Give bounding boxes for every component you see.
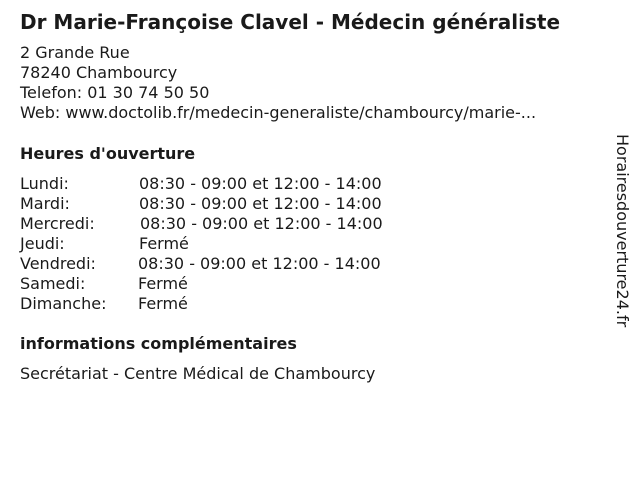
day-label: Mercredi:: [20, 214, 95, 233]
hours-row-monday: [20, 174, 460, 194]
hours-row-saturday: [20, 274, 460, 294]
website-link[interactable]: Web: www.doctolib.fr/medecin-generaliste/chambourcy/marie-...: [20, 103, 537, 122]
hours-row-sunday: [20, 294, 460, 314]
day-label: Dimanche:: [20, 294, 107, 313]
day-label: Lundi:: [20, 174, 69, 193]
hours-value: Fermé: [138, 274, 188, 293]
hours-row-thursday: [20, 234, 460, 254]
address-street: 2 Grande Rue: [20, 43, 130, 62]
hours-row-friday: [20, 254, 460, 274]
hours-row-tuesday: [20, 194, 460, 214]
hours-value: 08:30 - 09:00 et 12:00 - 14:00: [140, 214, 383, 233]
address-block: [20, 43, 536, 123]
address-city: 78240 Chambourcy: [20, 63, 178, 82]
day-label: Vendredi:: [20, 254, 96, 273]
site-watermark: Horairesdouverture24.fr: [613, 134, 632, 328]
phone-number: Telefon: 01 30 74 50 50: [20, 83, 210, 102]
day-label: Samedi:: [20, 274, 86, 293]
day-label: Mardi:: [20, 194, 70, 213]
hours-value: 08:30 - 09:00 et 12:00 - 14:00: [139, 194, 382, 213]
hours-value: 08:30 - 09:00 et 12:00 - 14:00: [139, 174, 382, 193]
additional-info-text: Secrétariat - Centre Médical de Chambourcy: [20, 364, 376, 383]
hours-value: Fermé: [138, 294, 188, 313]
hours-value: 08:30 - 09:00 et 12:00 - 14:00: [138, 254, 381, 273]
opening-hours-heading: Heures d'ouverture: [20, 144, 196, 163]
page-title: Dr Marie-Françoise Clavel - Médecin généraliste: [20, 10, 561, 34]
day-label: Jeudi:: [20, 234, 65, 253]
hours-value: Fermé: [139, 234, 189, 253]
hours-row-wednesday: [20, 214, 460, 234]
opening-hours-list: [20, 174, 460, 314]
additional-info-heading: informations complémentaires: [20, 334, 297, 353]
